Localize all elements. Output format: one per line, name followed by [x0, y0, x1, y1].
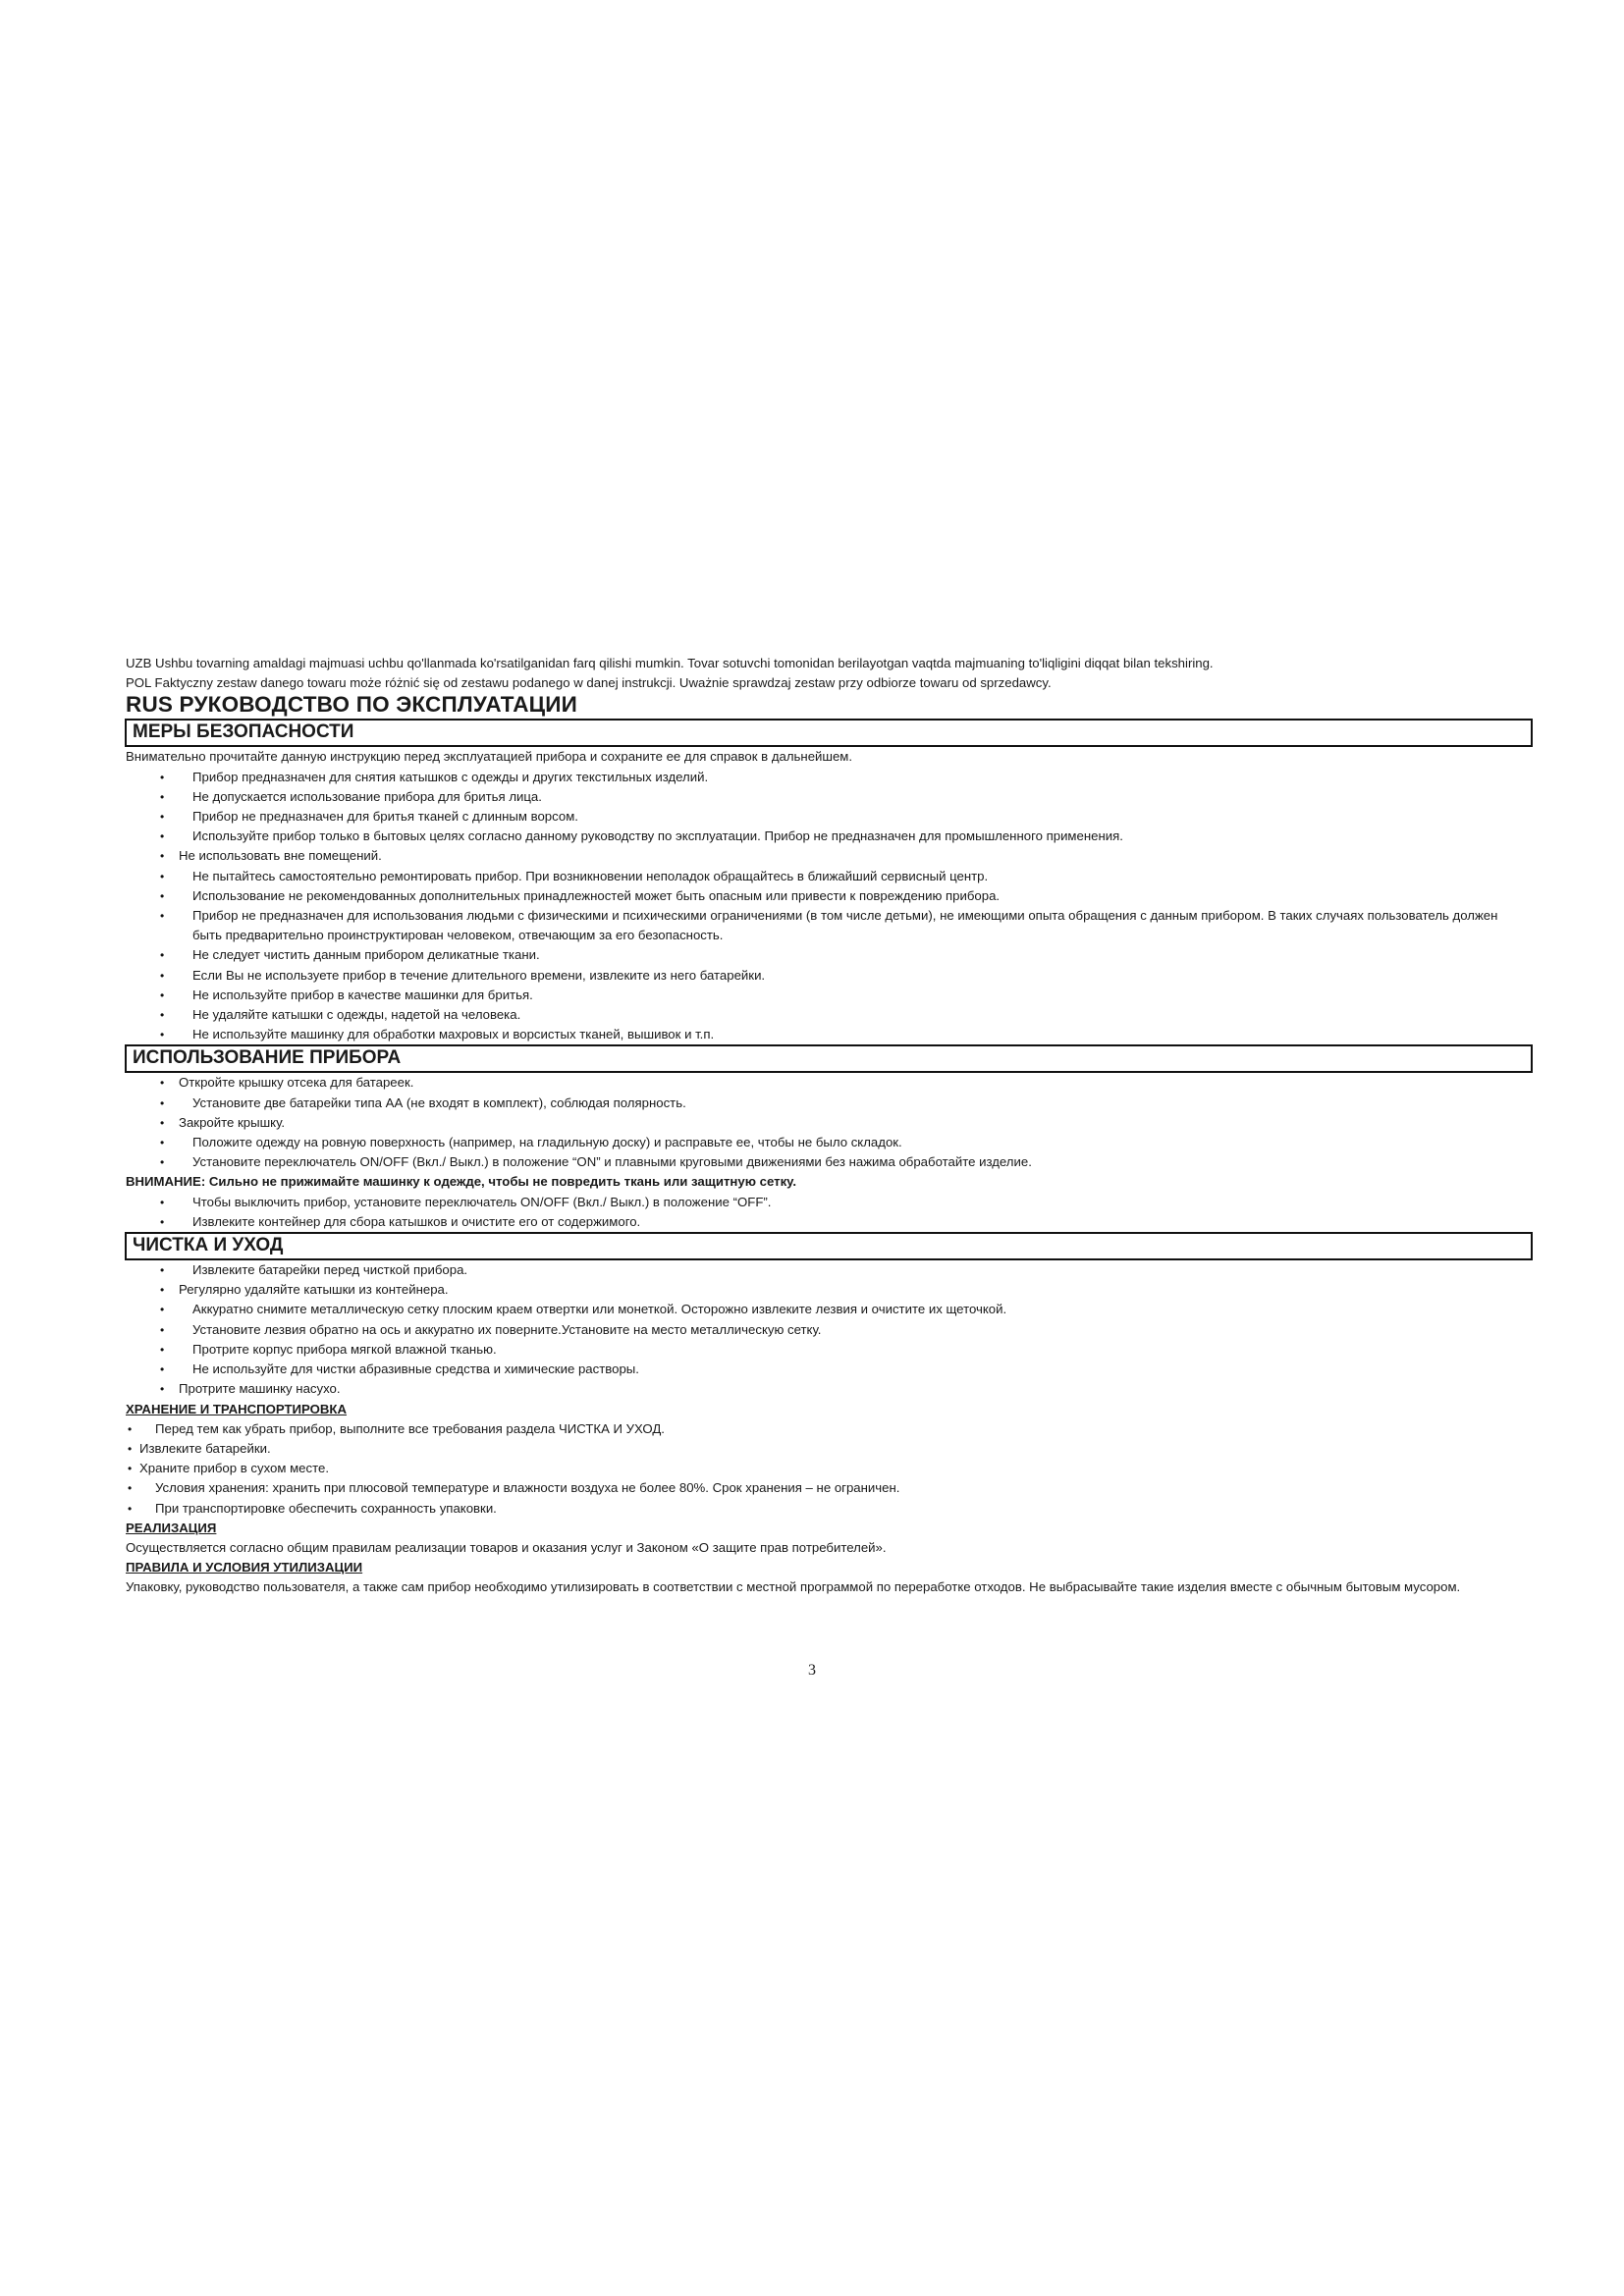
storage-list — [126, 1419, 1522, 1519]
list-item: • Установите переключатель ON/OFF (Вкл./ Выкл.) в положение “ON” и плавными круговыми движениями без нажима обработайте изделие. — [126, 1152, 1522, 1172]
list-item: • Положите одежду на ровную поверхность (например, на гладильную доску) и расправьте ее, чтобы не было складок. — [126, 1133, 1522, 1152]
usage-list — [126, 1073, 1522, 1172]
manual-content — [126, 654, 1522, 1598]
list-item: • Установите две батарейки типа АА (не входят в комплект), соблюдая полярность. — [126, 1094, 1522, 1113]
list-item: • Извлеките контейнер для сбора катышков и очистите его от содержимого. — [126, 1212, 1522, 1232]
disposal-text: Упаковку, руководство пользователя, а также сам прибор необходимо утилизировать в соответствии с местной программой по переработке отходов. Не выбрасывайте такие изделия вместе с обычным бытовым мусором. — [126, 1579, 1461, 1595]
list-item: • Не допускается использование прибора для бритья лица. — [126, 787, 1522, 807]
uzb-note: UZB Ushbu tovarning amaldagi majmuasi uchbu qo'llanmada ko'rsatilganidan farq qilishi mumkin. Tovar sotuvchi tomonidan berilayotgan vaqtda majmuaning to'liqligini diqqat bilan tekshiring. — [126, 656, 1214, 670]
list-item: • Не использовать вне помещений. — [126, 846, 1522, 866]
list-item: • Перед тем как убрать прибор, выполните все требования раздела ЧИСТКА И УХОД. — [126, 1419, 1522, 1439]
list-item: • Условия хранения: хранить при плюсовой температуре и влажности воздуха не более 80%. Срок хранения – не ограничен. — [126, 1478, 1522, 1498]
list-item: • Прибор не предназначен для использования людьми с физическими и психическими ограничениями (в том числе детьми), не имеющими опыта обращения с данным прибором. В таких случаях пользователь должен быть предварительно проинструктирован человеком, отвечающим за его безопасность. — [126, 906, 1522, 945]
storage-heading: ХРАНЕНИЕ И ТРАНСПОРТИРОВКА — [126, 1401, 348, 1416]
list-item: • Аккуратно снимите металлическую сетку плоским краем отвертки или монеткой. Осторожно извлеките лезвия и очистите их щеточкой. — [126, 1300, 1522, 1319]
list-item: • Протрите машинку насухо. — [126, 1379, 1522, 1399]
sales-heading: РЕАЛИЗАЦИЯ — [126, 1520, 217, 1535]
safety-list — [126, 768, 1522, 1045]
usage-list-after — [126, 1193, 1522, 1232]
disposal-heading: ПРАВИЛА И УСЛОВИЯ УТИЛИЗАЦИИ — [126, 1560, 363, 1575]
list-item: • Чтобы выключить прибор, установите переключатель ON/OFF (Вкл./ Выкл.) в положение “OFF”. — [126, 1193, 1522, 1212]
list-item: • Не удаляйте катышки с одежды, надетой на человека. — [126, 1005, 1522, 1025]
list-item: • Регулярно удаляйте катышки из контейнера. — [126, 1280, 1522, 1300]
list-item: • Если Вы не используете прибор в течение длительного времени, извлеките из него батарейки. — [126, 966, 1522, 986]
page-number: 3 — [808, 1662, 816, 1679]
list-item: • Извлеките батарейки. — [126, 1439, 1522, 1459]
cleaning-list — [126, 1260, 1522, 1399]
list-item: • Прибор предназначен для снятия катышков с одежды и других текстильных изделий. — [126, 768, 1522, 787]
cleaning-heading: ЧИСТКА И УХОД — [125, 1232, 1533, 1260]
list-item: • Установите лезвия обратно на ось и аккуратно их поверните.Установите на место металлическую сетку. — [126, 1320, 1522, 1340]
list-item: • Протрите корпус прибора мягкой влажной тканью. — [126, 1340, 1522, 1360]
list-item: • Не пытайтесь самостоятельно ремонтировать прибор. При возникновении неполадок обращайтесь в ближайший сервисный центр. — [126, 867, 1522, 886]
list-item: • Храните прибор в сухом месте. — [126, 1459, 1522, 1478]
list-item: • Не используйте прибор в качестве машинки для бритья. — [126, 986, 1522, 1005]
list-item: • Прибор не предназначен для бритья тканей с длинным ворсом. — [126, 807, 1522, 827]
list-item: • Извлеките батарейки перед чисткой прибора. — [126, 1260, 1522, 1280]
sales-text: Осуществляется согласно общим правилам реализации товаров и оказания услуг и Законом «О защите прав потребителей». — [126, 1539, 887, 1555]
list-item: • Не используйте для чистки абразивные средства и химические растворы. — [126, 1360, 1522, 1379]
safety-intro: Внимательно прочитайте данную инструкцию перед эксплуатацией прибора и сохраните ее для справок в дальнейшем. — [126, 749, 853, 765]
usage-warning: ВНИМАНИЕ: Сильно не прижимайте машинку к одежде, чтобы не повредить ткань или защитную сетку. — [126, 1174, 797, 1190]
list-item: • Используйте прибор только в бытовых целях согласно данному руководству по эксплуатации. Прибор не предназначен для промышленного применения. — [126, 827, 1522, 846]
list-item: • Закройте крышку. — [126, 1113, 1522, 1133]
list-item: • При транспортировке обеспечить сохранность упаковки. — [126, 1499, 1522, 1519]
list-item: • Не используйте машинку для обработки махровых и ворсистых тканей, вышивок и т.п. — [126, 1025, 1522, 1044]
usage-heading: ИСПОЛЬЗОВАНИЕ ПРИБОРА — [125, 1044, 1533, 1073]
list-item: • Откройте крышку отсека для батареек. — [126, 1073, 1522, 1093]
list-item: • Использование не рекомендованных дополнительных принадлежностей может быть опасным или привести к повреждению прибора. — [126, 886, 1522, 906]
list-item: • Не следует чистить данным прибором деликатные ткани. — [126, 945, 1522, 965]
pol-note: POL Faktyczny zestaw danego towaru może różnić się od zestawu podanego w danej instrukcji. Uważnie sprawdzaj zestaw przy odbiorze towaru od sprzedawcy. — [126, 675, 1052, 691]
manual-title: RUS РУКОВОДСТВО ПО ЭКСПЛУАТАЦИИ — [126, 692, 578, 718]
safety-heading: МЕРЫ БЕЗОПАСНОСТИ — [125, 719, 1533, 747]
